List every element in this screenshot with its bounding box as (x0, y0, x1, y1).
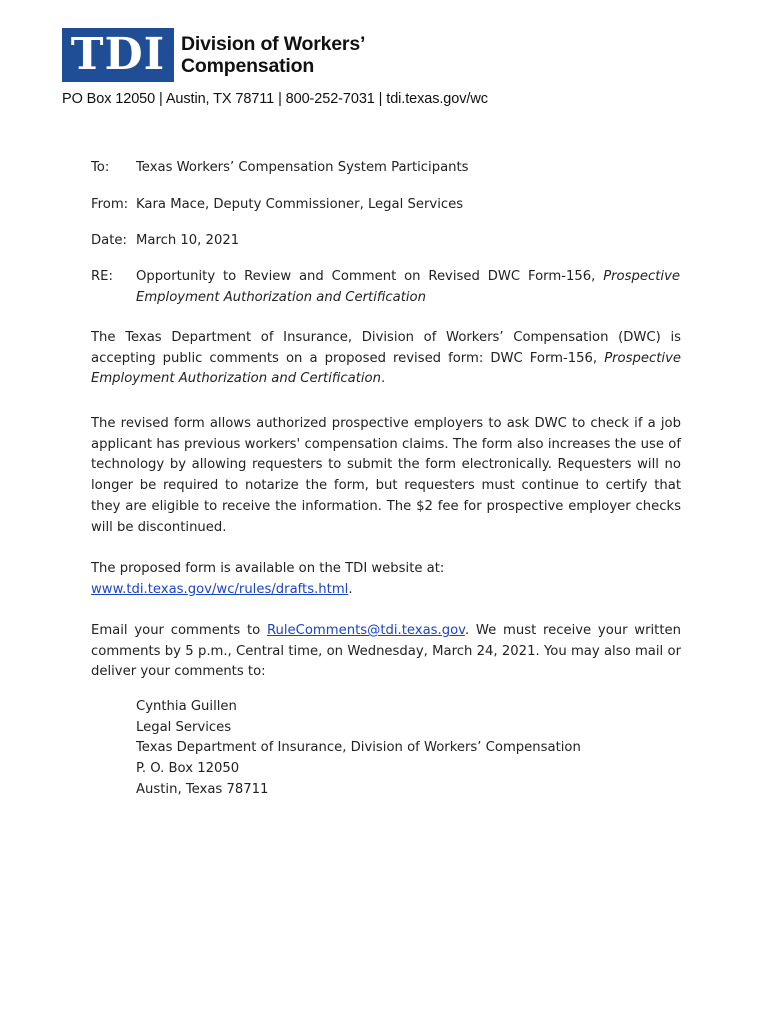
paragraph-intro (91, 328, 681, 390)
mailing-address-line: Texas Department of Insurance, Division of Workers’ Compensation (136, 740, 581, 756)
mailing-address-line: P. O. Box 12050 (136, 761, 240, 777)
from-value: Kara Mace, Deputy Commissioner, Legal Services (136, 197, 464, 212)
intro-form-title: Prospective Employment Authorization and Certification (91, 350, 681, 387)
paragraph-form-changes: The revised form allows authorized prospective employers to ask DWC to check if a job applicant has previous workers' compensation claims. The form also increases the use of technology by allowing requesters to submit the form electronically. Requesters will no longer be required to notarize the form, but requesters must continue to certify that they are eligible to receive the information. The $2 fee for prospective employer checks will be discontinued. (91, 416, 681, 535)
mailing-address-line: Austin, Texas 78711 (136, 781, 269, 797)
comments-deadline: . We must receive your written comments by 5 p.m., Central time, on Wednesday, March 24, 2021. You may also mail or deliver your comments to: (91, 623, 681, 680)
re-subject-text: Opportunity to Review and Comment on Revised DWC Form-156, (136, 269, 604, 284)
availability-period: . (348, 581, 353, 597)
division-title-line2: Compensation (181, 55, 315, 77)
drafts-link[interactable]: www.tdi.texas.gov/wc/rules/drafts.html (91, 581, 349, 597)
mailing-address-line: Cynthia Guillen (136, 699, 237, 714)
email-link[interactable]: RuleComments@tdi.texas.gov (266, 623, 465, 638)
comments-intro: Email your comments to (91, 623, 267, 638)
re-subject-form-title: Prospective Employment Authorization and Certification (136, 269, 680, 305)
re-subject (136, 266, 680, 308)
paragraph-comment-instructions (91, 621, 681, 683)
header-address: PO Box 12050 | Austin, TX 78711 | 800-252-7031 | tdi.texas.gov/wc (62, 91, 488, 107)
intro-text: The Texas Department of Insurance, Division of Workers’ Compensation (DWC) is accepting public comments on a proposed revised form: DWC Form-156, (91, 330, 681, 366)
date-value: March 10, 2021 (136, 233, 240, 248)
intro-period: . (380, 371, 386, 387)
to-label: To: (91, 160, 110, 175)
availability-text: The proposed form is available on the TDI website at: (91, 561, 445, 576)
date-label: Date: (91, 233, 127, 248)
division-title-line1: Division of Workers’ (181, 33, 366, 55)
mailing-address (136, 697, 581, 801)
mailing-address-line: Legal Services (136, 719, 232, 735)
re-label: RE: (91, 269, 113, 284)
paragraph-form-availability (91, 559, 681, 600)
tdi-logo: TDI (62, 28, 174, 82)
from-label: From: (91, 197, 129, 212)
division-title (181, 33, 365, 77)
to-value: Texas Workers’ Compensation System Participants (136, 160, 469, 175)
